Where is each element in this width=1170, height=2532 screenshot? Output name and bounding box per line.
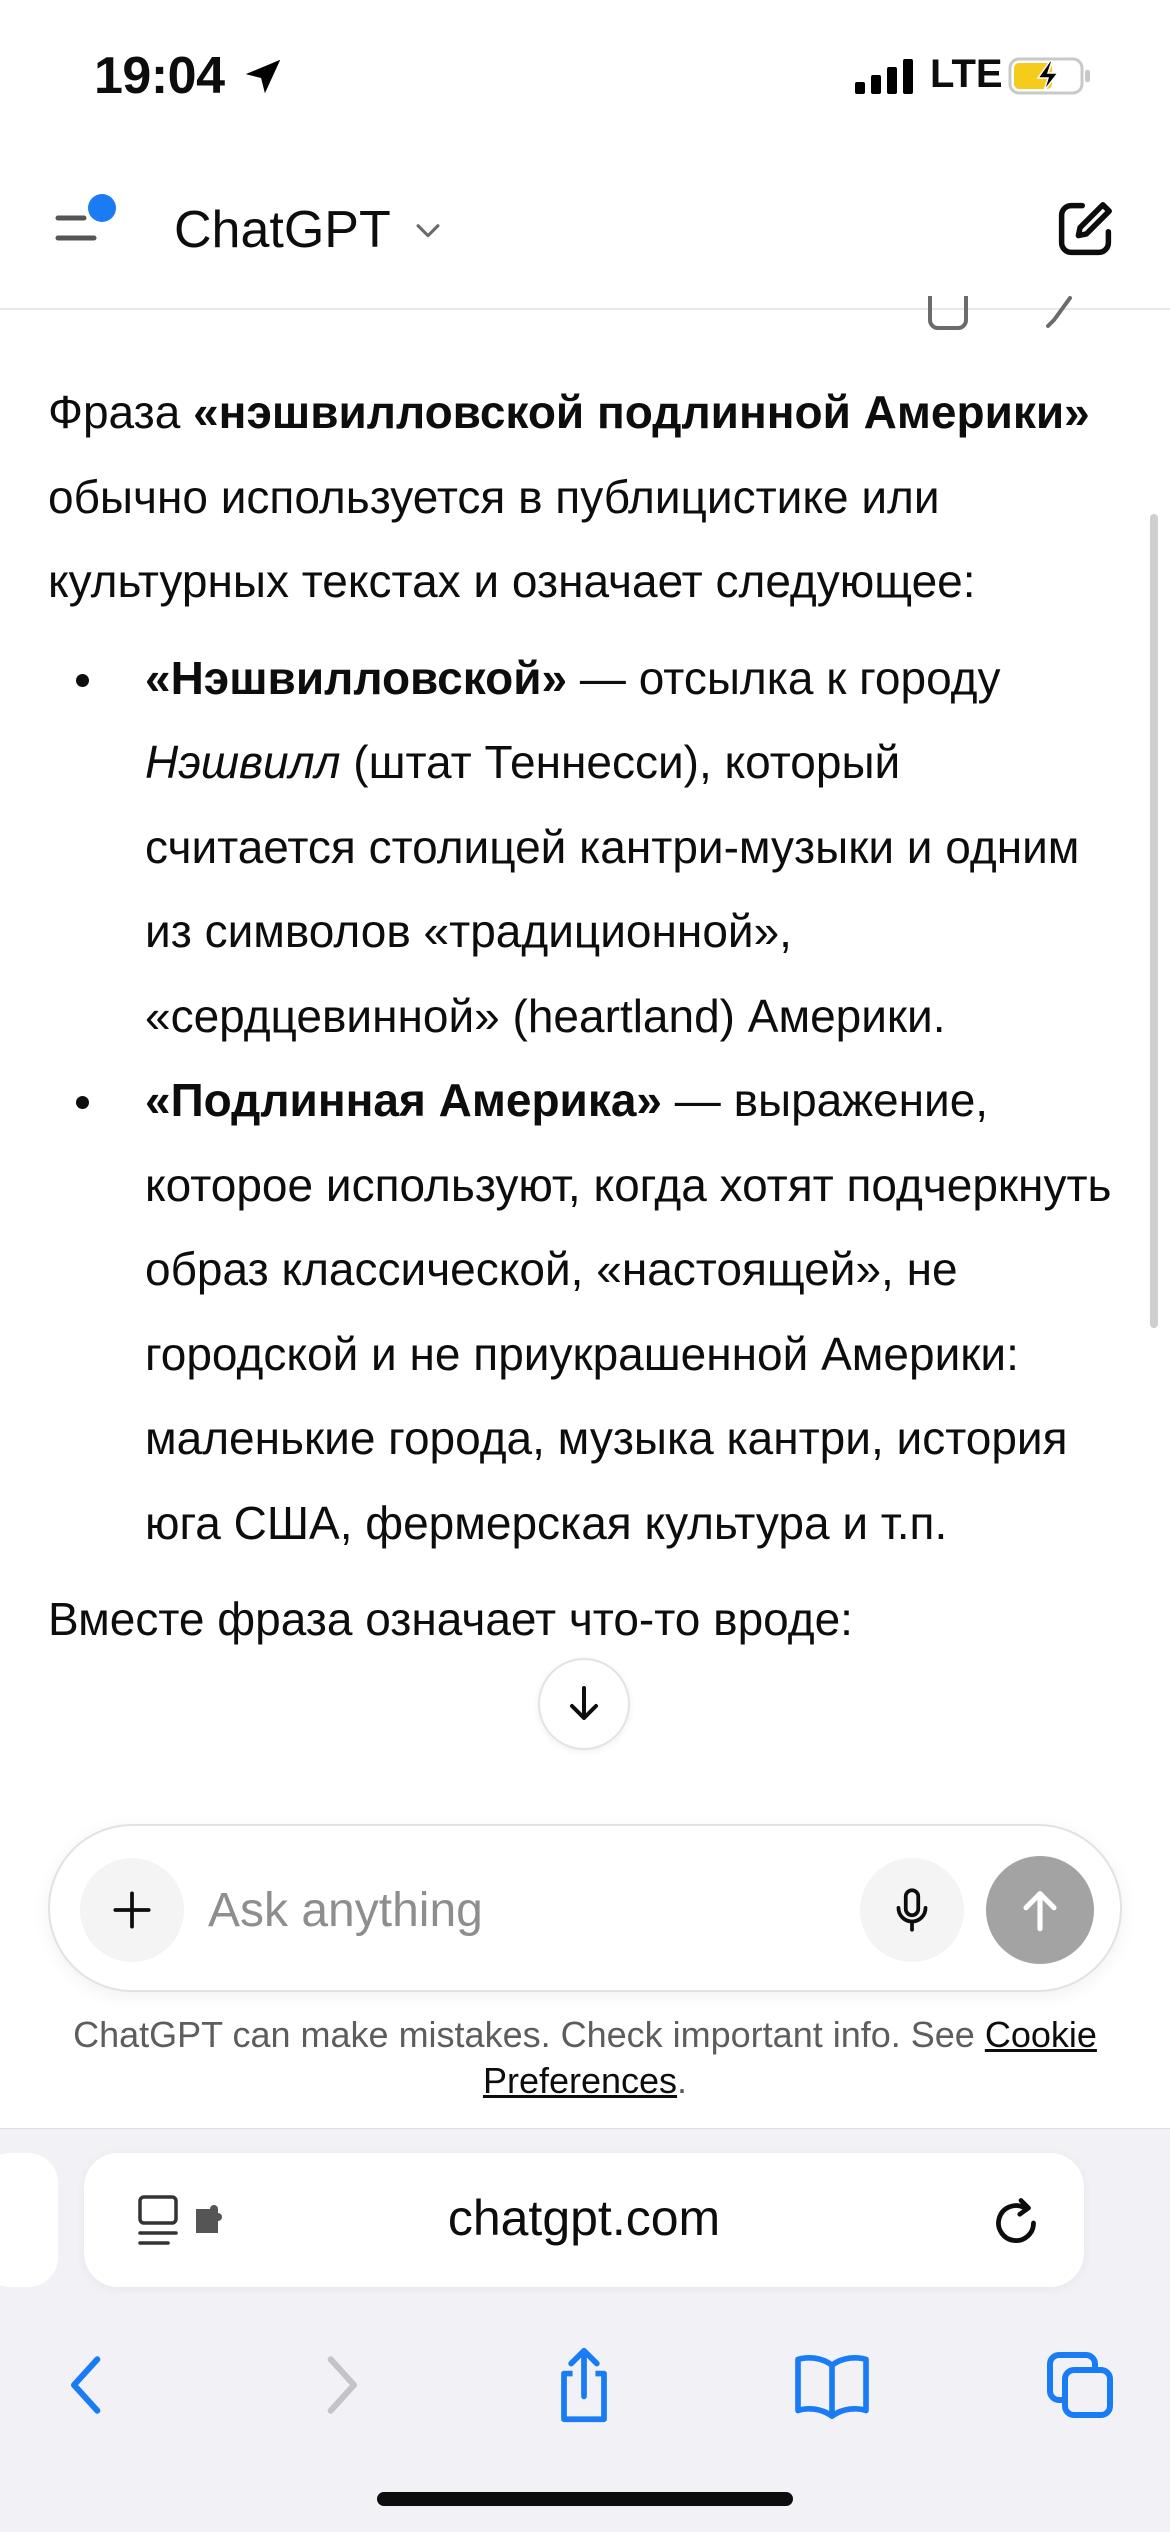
browser-toolbar [0, 2128, 1170, 2532]
sidebar-menu-icon[interactable] [50, 188, 130, 268]
send-arrow-icon [1012, 1882, 1068, 1938]
message-actions-partial [920, 296, 1120, 336]
model-selector[interactable] [174, 190, 445, 270]
disclaimer-text: ChatGPT can make mistakes. Check important info. See [73, 2014, 985, 2055]
battery-charging-icon [1008, 56, 1092, 96]
url-text: chatgpt.com [447, 2190, 721, 2246]
status-bar [0, 0, 1170, 150]
app-title: ChatGPT [174, 201, 391, 259]
signal-icon [855, 58, 913, 94]
italic-phrase: Нэшвилл [145, 736, 341, 788]
message-paragraph [48, 370, 1118, 624]
reload-icon[interactable] [986, 2193, 1046, 2253]
bold-phrase: «Подлинная Америка» [145, 1074, 663, 1126]
text-run: (штат Теннесси), который считается столицей кантри-музыки и одним из символов «традиционной», «сердцевинной» (heartland) Америки. [145, 736, 1080, 1042]
disclaimer-end: . [677, 2060, 688, 2101]
back-icon [60, 2349, 116, 2421]
cookie-preferences-link[interactable]: Cookie Preferences [482, 2014, 1097, 2101]
send-button[interactable] [986, 1856, 1094, 1964]
forward-icon [312, 2349, 368, 2421]
text-run: — выражение, которое используют, когда хотят подчеркнуть образ классической, «настоящей», не городской и не приукрашенной Америки: маленькие города, музыка кантри, история юга США, фермерская культура и т.п. [145, 1074, 1112, 1549]
text-run: Фраза [48, 386, 194, 438]
home-indicator[interactable] [377, 2492, 793, 2506]
share-button[interactable] [524, 2325, 644, 2445]
disclaimer [40, 2012, 1130, 2104]
list-item [48, 636, 1118, 1059]
address-bar[interactable] [84, 2153, 1084, 2287]
share-icon [548, 2345, 620, 2425]
microphone-icon [887, 1885, 937, 1935]
arrow-down-icon [560, 1680, 608, 1728]
plus-icon [107, 1885, 157, 1935]
attach-button[interactable] [80, 1858, 184, 1962]
location-arrow-icon [240, 54, 286, 100]
scroll-down-button[interactable] [538, 1658, 630, 1750]
previous-tab-peek[interactable] [0, 2153, 58, 2287]
bullet-list [48, 636, 1118, 1566]
bold-phrase: «Нэшвилловской» [145, 651, 568, 704]
prompt-input[interactable] [208, 1866, 828, 1954]
text-run: обычно используется в публицистике или культурных текстах и означает следующее: [48, 470, 976, 607]
bookmarks-icon [792, 2351, 872, 2419]
network-type: LTE [930, 52, 1003, 96]
nav-row [0, 2325, 1170, 2445]
voice-button[interactable] [860, 1858, 964, 1962]
status-time: 19:04 [94, 47, 225, 105]
new-chat-icon[interactable] [1052, 196, 1118, 262]
forward-button[interactable] [280, 2325, 400, 2445]
scrollbar[interactable] [1150, 514, 1158, 1328]
assistant-message [48, 370, 1118, 1662]
bookmarks-button[interactable] [772, 2325, 892, 2445]
tabs-icon [1044, 2349, 1116, 2421]
app-header [0, 160, 1170, 310]
message-paragraph: Вместе фраза означает что-то вроде: [48, 1593, 853, 1645]
list-item [48, 1058, 1118, 1565]
tabs-button[interactable] [1020, 2325, 1140, 2445]
chevron-down-icon [411, 213, 445, 247]
text-run: — отсылка к городу [567, 651, 1001, 704]
back-button[interactable] [28, 2325, 148, 2445]
composer [48, 1824, 1122, 1992]
bold-phrase: «нэшвилловской подлинной Америки» [193, 386, 1090, 438]
